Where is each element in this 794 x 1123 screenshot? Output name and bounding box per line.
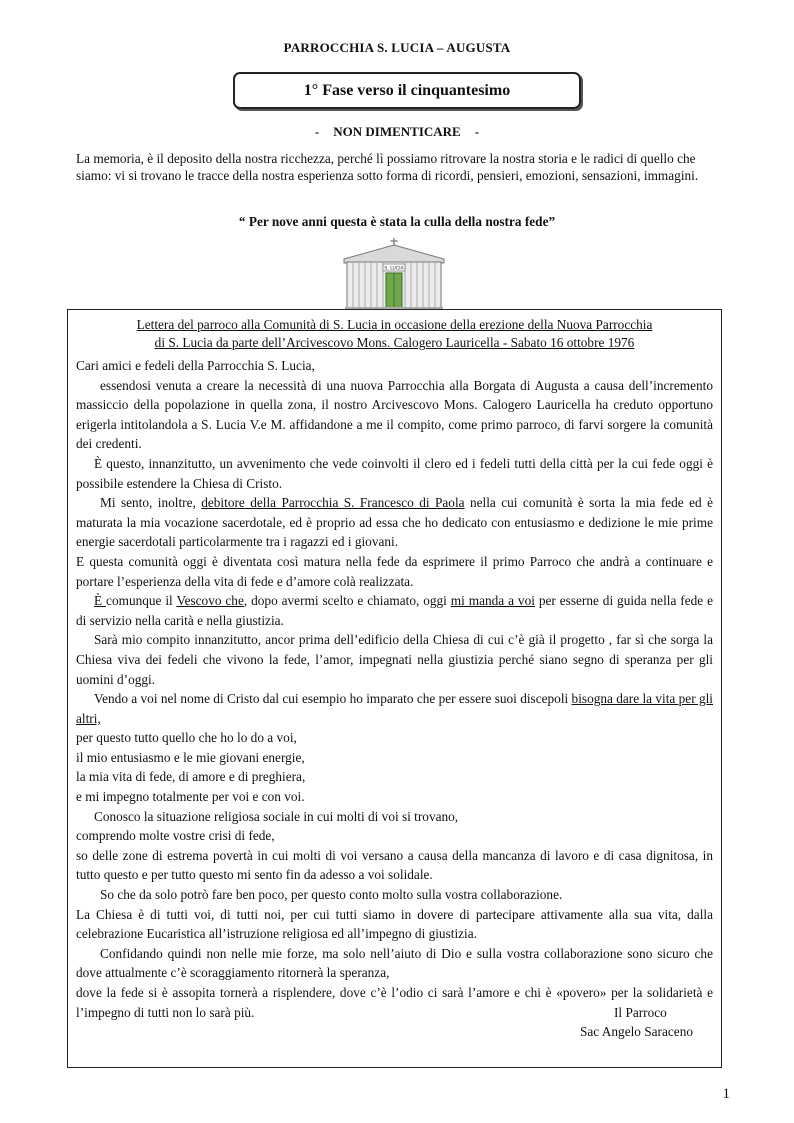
letter-line: la mia vita di fede, di amore e di preghiera, [76,769,306,785]
letter-paragraph: La Chiesa è di tutti voi, di tutti noi, per cui tutti siamo in dovere di partecipare attivamente alla sua vita, dalla celebrazione Eucaristica all’istruzione religiosa ed all’impegno di giustizia. [76,906,713,942]
intro-paragraph: La memoria, è il deposito della nostra ricchezza, perché lì possiamo ritrovare la nostra storia e le radici di quello che siamo: vi si trovano le tracce della nostra esperienza sotto forma di ricordi, pensieri, emozioni, sensazioni, immagini. [76,151,699,183]
church-illustration [341,237,447,309]
text-span: nella cui comunità è sorta la mia fede ed è maturata la mia vocazione sacerdotale, ed è proprio ad essa che ho dedicato con entusiasmo e dedizione le mie prime energie sacerdotali particolarmente tra i ragazzi ed i giovani. [76,495,713,550]
parish-header: PARROCCHIA S. LUCIA – AUGUSTA [283,40,511,55]
page-number: 1 [722,1086,730,1102]
text-span: comunque il [106,593,177,609]
text-span: , dopo avermi scelto e chiamato, oggi [243,593,451,609]
letter-paragraph: Confidando quindi non nelle mie forze, ma solo nell’aiuto di Dio e sulla vostra collaborazione sono sicuro che dove attualmente c’è scoraggiamento ritornerà la speranza, [76,945,713,981]
letter-title-line-1: Lettera del parroco alla Comunità di S. Lucia in occasione della erezione della Nuova Parrocchia [136,317,653,332]
subtitle [0,124,794,140]
subtitle-dash-left: - [314,124,320,139]
underlined-text: mi manda a voi [450,593,535,609]
letter-paragraph: Conosco la situazione religiosa sociale in cui molti di voi si trovano, [94,808,459,824]
underlined-text: debitore della Parrocchia S. Francesco di Paola [201,495,465,511]
church-sign-text: S. LUCIA [384,266,404,272]
letter-paragraph: È questo, innanzitutto, un avvenimento che vede coinvolti il clero ed i fedeli tutti della città per la cui fede oggi è possibile estendere la Chiesa di Cristo. [76,455,713,491]
letter-paragraph: Sarà mio compito innanzitutto, ancor prima dell’edificio della Chiesa di cui c’è già il progetto , far sì che sorga la Chiesa viva dei fedeli che vivono la fede, l’amor, impegnati nella giustizia perché siano segno di speranza per gli uomini d’oggi. [76,632,713,687]
signature-role: Il Parroco [614,1004,667,1020]
signature-name: Sac Angelo Saraceno [580,1024,693,1040]
letter-paragraph: E questa comunità oggi è diventata così matura nella fede da esprimere il primo Parroco che andrà a continuare e portare l’esperienza della vita di fede e d’amore colà realizzata. [76,553,713,589]
letter-paragraph [76,591,713,630]
phase-title-box [233,72,581,109]
text-span: Vendo a voi nel nome di Cristo dal cui esempio ho imparato che per essere suoi discepoli [94,691,572,707]
subtitle-text: NON DIMENTICARE [333,124,461,139]
subtitle-dash-right: - [474,124,480,139]
letter-line: e mi impegno totalmente per voi e con voi. [76,789,305,805]
underlined-text: È [94,593,107,609]
letter-greeting: Cari amici e fedeli della Parrocchia S. Lucia, [76,358,315,373]
text-span: dove la fede si è assopita tornerà a risplendere, dove c’è l’odio ci sarà l’amore e chi è «povero» per la solidarietà e l’impegno di tutti non lo sarà più. [76,985,713,1020]
underlined-text: Vescovo che [176,593,244,609]
letter-paragraph: So che da solo potrò fare ben poco, per questo conto molto sulla vostra collaborazione. [100,887,563,903]
underlined-text: bisogna dare la vita per gli altri, [76,691,713,726]
letter-paragraph [76,689,713,728]
letter-line: il mio entusiasmo e le mie giovani energie, [76,749,305,765]
letter-title-line-2: di S. Lucia da parte dell’Arcivescovo Mons. Calogero Lauricella - Sabato 16 ottobre 1976 [154,335,635,350]
phase-title: 1° Fase verso il cinquantesimo [303,81,511,99]
letter-paragraph: so delle zone di estrema povertà in cui molti di voi versano a causa della mancanza di lavoro e di casa dignitosa, in tutto questo e per tutto questo mi sento fin da adesso a voi solidale. [76,847,713,883]
letter-line: comprendo molte vostre crisi di fede, [76,828,275,844]
letter-body [76,356,713,1042]
quote: “ Per nove anni questa è stata la culla della nostra fede” [238,214,556,229]
letter-paragraph: essendosi venuta a creare la necessità di una nuova Parrocchia alla Borgata di Augusta a causa dell’incremento massiccio della popolazione in quella zona, il nostro Arcivescovo Mons. Calogero Lauricella ha creduto opportuno erigerla intitolandola a S. Lucia V.e M. affidandone a me il compito, come primo parroco, di farvi sorgere la comunità dei credenti. [76,377,713,452]
letter-line: per questo tutto quello che ho lo do a voi, [76,730,297,746]
text-span: Mi sento, inoltre, [100,495,202,511]
letter-box [67,309,722,1068]
letter-paragraph [76,493,713,552]
text-span: per esserne di guida nella fede e di servizio nella carità e nella giustizia. [76,593,713,628]
letter-title [76,316,713,352]
